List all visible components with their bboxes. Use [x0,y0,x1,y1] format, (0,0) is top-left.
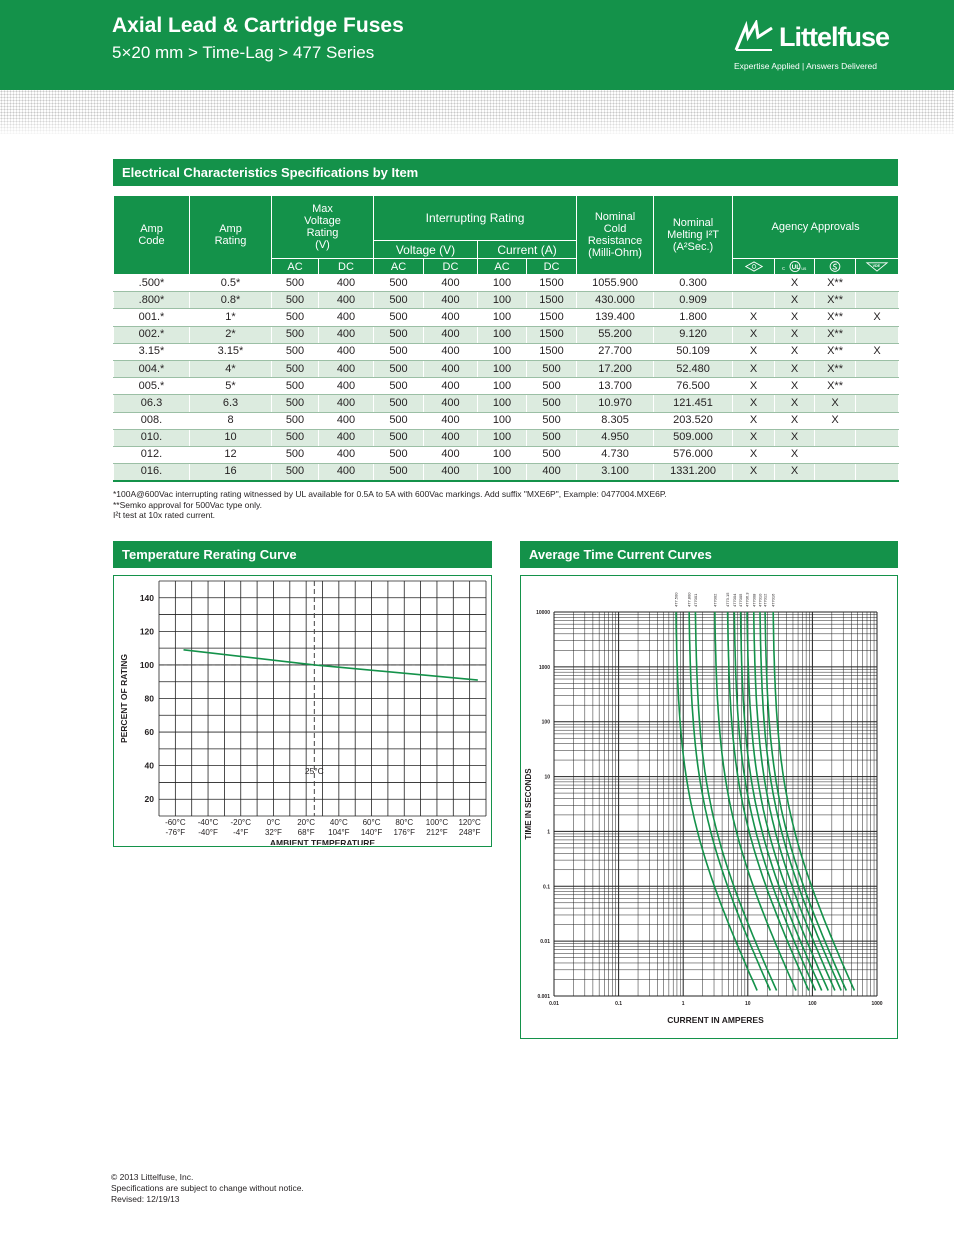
table-cell: 500 [374,464,424,481]
table-cell: 400 [319,326,374,343]
table-cell: 400 [319,412,374,429]
curve-label: 477001 [692,593,698,607]
table-cell: X** [815,360,856,377]
col-amp-code: Amp Code [114,196,190,275]
table-row [114,378,899,395]
table-row [114,360,899,377]
tcc-curve [773,612,854,991]
table-cell: X** [815,275,856,292]
table-cell: 10 [190,429,272,446]
col-dc: DC [319,259,374,275]
table-cell [856,378,899,395]
table-cell: 3.15* [114,343,190,360]
table-cell: 8 [190,412,272,429]
table-cell: 002.* [114,326,190,343]
table-cell [815,464,856,481]
breadcrumb: 5×20 mm > Time-Lag > 477 Series [112,43,375,62]
table-cell: 203.520 [654,412,733,429]
vde-icon [856,259,899,275]
y-tick-label: 1000 [538,664,550,671]
table-cell: 500 [527,412,577,429]
table-cell [856,412,899,429]
table-cell: X [733,429,775,446]
table-cell: 16 [190,464,272,481]
table-cell: 400 [319,395,374,412]
table-cell: 100 [478,464,527,481]
table-cell: 500 [272,446,319,463]
table-cell: 5* [190,378,272,395]
table-cell: 139.400 [577,309,654,326]
table-cell: X** [815,292,856,309]
x-tick-label: 10 [745,1001,751,1007]
table-cell: X [775,309,815,326]
tcc-section-title: Average Time Current Curves [520,541,898,568]
table-cell [856,464,899,481]
col-ac: AC [478,259,527,275]
table-cell: X [733,378,775,395]
table-cell: X [733,412,775,429]
table-cell [815,429,856,446]
table-cell: 400 [319,429,374,446]
table-cell: 55.200 [577,326,654,343]
table-cell: 500 [374,412,424,429]
x-tick-label: 1 [681,1001,685,1007]
table-row [114,326,899,343]
table-cell: 400 [424,360,478,377]
table-cell: 500 [374,275,424,292]
table-cell: 10.970 [577,395,654,412]
curve-label: 477002 [712,593,718,607]
x-tick-label: 80°C [395,818,414,827]
col-interrupting: Interrupting Rating [374,196,577,241]
x-tick-label: -76°F [165,828,186,837]
table-cell: X [733,395,775,412]
table-cell: 100 [478,412,527,429]
table-cell: 400 [424,343,478,360]
time-current-chart [521,576,896,1037]
table-cell: 500 [374,446,424,463]
table-cell: 500 [272,326,319,343]
col-ac: AC [374,259,424,275]
table-cell: 0.8* [190,292,272,309]
table-cell: 1055.900 [577,275,654,292]
x-tick-label: 104°F [328,828,350,837]
table-cell: 400 [424,464,478,481]
brand-tagline: Expertise Applied | Answers Delivered [734,61,878,71]
page-title: Axial Lead & Cartridge Fuses [112,14,404,37]
table-cell: 008. [114,412,190,429]
table-cell: 50.109 [654,343,733,360]
table-cell: 3.15* [190,343,272,360]
table-cell: 100 [478,326,527,343]
reference-label: 25°C [304,766,324,777]
table-cell [856,395,899,412]
table-cell: 400 [319,464,374,481]
y-tick-label: 140 [139,592,154,603]
x-tick-label: 100°C [425,818,449,827]
table-cell: 400 [319,309,374,326]
y-tick-label: 120 [139,626,154,637]
copyright: © 2013 Littelfuse, Inc. [111,1172,194,1182]
col-dc: DC [424,259,478,275]
curve-label: 477.800 [686,592,692,607]
table-row [114,464,899,481]
table-cell: 100 [478,429,527,446]
table-cell: X** [815,343,856,360]
table-cell: 1331.200 [654,464,733,481]
table-cell: 0.5* [190,275,272,292]
x-tick-label: 1000 [871,1001,883,1007]
table-cell: .800* [114,292,190,309]
spec-notes [113,489,667,521]
curve-label: 477008 [751,593,757,607]
x-tick-label: 0°C [266,818,281,827]
x-tick-label: 40°C [329,818,348,827]
table-cell [856,326,899,343]
x-tick-label: 120°C [458,818,481,827]
page-header [0,0,954,90]
col-cold-resistance: Nominal Cold Resistance (Milli-Ohm) [577,196,654,275]
table-cell: 500 [527,378,577,395]
table-cell: 1500 [527,275,577,292]
pse-diamond-icon [733,259,775,275]
table-cell: 4.950 [577,429,654,446]
table-cell: 100 [478,309,527,326]
table-cell: 400 [424,429,478,446]
x-axis-title: AMBIENT TEMPERATURE [269,838,376,845]
table-cell: 3.100 [577,464,654,481]
table-cell: 400 [319,360,374,377]
col-melting: Nominal Melting I²T (A²Sec.) [654,196,733,275]
table-cell: 52.480 [654,360,733,377]
svg-text:VDE: VDE [872,264,881,269]
table-cell [733,275,775,292]
table-cell: 1500 [527,326,577,343]
table-cell: 500 [527,360,577,377]
table-cell: 100 [478,275,527,292]
table-row [114,292,899,309]
y-tick-label: 100 [139,659,154,670]
table-cell: X** [815,326,856,343]
table-row [114,412,899,429]
table-cell: 1500 [527,343,577,360]
table-cell: 500 [374,360,424,377]
table-cell: X** [815,378,856,395]
table-cell: 1* [190,309,272,326]
table-cell: 500 [272,464,319,481]
table-row [114,275,899,292]
table-cell: 27.700 [577,343,654,360]
curve-label: 477016 [770,593,776,607]
table-cell: 400 [424,378,478,395]
col-current: Current (A) [478,241,577,259]
table-cell: 430.000 [577,292,654,309]
disclaimer: Specifications are subject to change without notice. [111,1183,304,1193]
table-cell: 13.700 [577,378,654,395]
table-cell: 500 [374,292,424,309]
table-cell: 400 [424,446,478,463]
curve-label: 477.500 [673,592,679,607]
note-1: *100A@600Vac interrupting rating witnessed by UL available for 0.5A to 5A with 600Vac markings. Add suffix "MXE6P", Example: 0477004.MXE6P. [113,489,667,499]
table-cell: 2* [190,326,272,343]
table-cell: 500 [272,412,319,429]
table-cell: X [815,395,856,412]
table-cell: 1.800 [654,309,733,326]
table-cell: 500 [527,446,577,463]
table-cell: X [733,360,775,377]
table-cell: 121.451 [654,395,733,412]
table-cell: 400 [424,275,478,292]
y-tick-label: 10 [544,774,550,781]
table-row [114,309,899,326]
y-tick-label: 100 [541,719,550,726]
curve-label: 477005 [738,593,744,607]
y-tick-label: 60 [144,727,154,738]
table-cell: 500 [272,429,319,446]
table-cell: 500 [272,378,319,395]
x-tick-label: -60°C [165,818,186,827]
table-cell: 76.500 [654,378,733,395]
table-cell [856,360,899,377]
col-dc: DC [527,259,577,275]
table-cell: X [775,360,815,377]
table-row [114,343,899,360]
table-cell: 100 [478,395,527,412]
y-tick-label: 0.1 [543,884,550,891]
table-cell: 500 [272,309,319,326]
table-cell: 100 [478,292,527,309]
table-cell: 0.300 [654,275,733,292]
x-tick-label: 0.01 [549,1001,559,1007]
page-footer [111,1172,304,1205]
curve-label: 4773.15 [725,592,731,607]
x-tick-label: 60°C [362,818,381,827]
table-cell: X [815,412,856,429]
curve-label: 477004 [731,593,737,607]
table-cell: 400 [319,378,374,395]
y-tick-label: 40 [144,760,154,771]
spec-table-body [114,275,899,481]
rerating-chart-box [113,575,492,847]
table-cell: X [733,309,775,326]
table-cell: X [775,326,815,343]
table-cell: 500 [527,429,577,446]
table-cell: X [856,309,899,326]
table-cell: 400 [424,326,478,343]
spec-table [113,195,899,482]
col-agency: Agency Approvals [733,196,899,259]
table-cell: 12 [190,446,272,463]
table-cell: X [775,292,815,309]
table-cell: 001.* [114,309,190,326]
table-cell: 500 [272,292,319,309]
table-cell: 17.200 [577,360,654,377]
table-cell: 1500 [527,292,577,309]
table-cell: 500 [374,378,424,395]
x-axis-title: CURRENT IN AMPERES [667,1015,764,1025]
table-row [114,429,899,446]
y-tick-label: 1 [547,829,550,836]
table-cell: 005.* [114,378,190,395]
table-cell: 012. [114,446,190,463]
x-tick-label: -40°F [198,828,218,837]
y-tick-label: 80 [144,693,154,704]
table-cell: 400 [319,446,374,463]
table-cell: 576.000 [654,446,733,463]
table-cell: 400 [424,292,478,309]
table-cell: 500 [272,360,319,377]
table-cell: 400 [424,309,478,326]
col-amp-rating: Amp Rating [190,196,272,275]
table-cell: 06.3 [114,395,190,412]
table-cell: 400 [424,412,478,429]
y-tick-label: 20 [144,794,154,805]
x-tick-label: 248°F [458,828,481,837]
table-cell: 400 [319,343,374,360]
curve-label: 477012 [762,593,768,607]
rerating-section-title: Temperature Rerating Curve [113,541,492,568]
x-tick-label: 20°C [297,818,316,827]
table-cell: 100 [478,446,527,463]
table-cell: 100 [478,360,527,377]
table-cell: 100 [478,378,527,395]
table-cell: X [775,429,815,446]
x-tick-label: 176°F [393,828,415,837]
table-cell: 1500 [527,309,577,326]
table-cell: 500 [374,326,424,343]
tcc-curve [765,612,846,991]
table-cell: .500* [114,275,190,292]
note-3: I²t test at 10x rated current. [113,510,216,520]
table-cell: X [856,343,899,360]
table-cell: 500 [374,309,424,326]
table-cell: 400 [527,464,577,481]
svg-text:us: us [800,266,806,272]
table-cell [856,292,899,309]
x-tick-label: 100 [808,1001,817,1007]
table-cell [856,446,899,463]
table-cell: 100 [478,343,527,360]
table-cell: X [775,446,815,463]
y-tick-label: 0.01 [540,939,550,946]
table-cell: 8.305 [577,412,654,429]
table-row [114,395,899,412]
table-cell: 500 [374,429,424,446]
y-tick-label: 0.001 [537,994,550,1000]
table-cell: 500 [272,395,319,412]
table-cell: X [733,343,775,360]
x-tick-label: -40°C [197,818,219,827]
revision-date: Revised: 12/19/13 [111,1194,180,1204]
x-tick-label: 32°F [264,828,282,837]
table-cell: 500 [374,343,424,360]
table-cell: 500 [527,395,577,412]
table-cell [856,275,899,292]
col-max-voltage: Max Voltage Rating (V) [272,196,374,259]
table-cell: X [775,395,815,412]
table-cell: X [775,378,815,395]
col-ac: AC [272,259,319,275]
table-cell: 9.120 [654,326,733,343]
brand-name: Littelfuse [779,22,890,52]
table-cell: X** [815,309,856,326]
littelfuse-logo-icon [734,20,774,53]
y-tick-label: 10000 [536,610,550,616]
table-cell: 004.* [114,360,190,377]
table-cell: X [733,326,775,343]
table-cell: X [775,412,815,429]
curve-label: 477010 [757,593,763,607]
table-cell: 400 [319,275,374,292]
table-cell [733,292,775,309]
table-cell: X [775,343,815,360]
note-2: **Semko approval for 500Vac type only. [113,499,262,510]
y-axis-title: PERCENT OF RATING [119,653,129,744]
table-cell [815,446,856,463]
x-tick-label: -20°C [230,818,252,827]
table-cell [856,429,899,446]
table-cell: 500 [374,395,424,412]
table-cell: 400 [424,395,478,412]
x-tick-label: 68°F [297,828,315,837]
table-cell: 016. [114,464,190,481]
tcc-chart-box [520,575,898,1039]
table-cell: 4.730 [577,446,654,463]
x-tick-label: 0.1 [615,1001,623,1007]
col-voltage: Voltage (V) [374,241,478,259]
table-cell: X [775,275,815,292]
y-axis-title: TIME IN SECONDS [524,768,533,840]
table-cell: X [733,464,775,481]
table-cell: X [775,464,815,481]
semko-icon [815,259,856,275]
table-cell: 4* [190,360,272,377]
table-cell: 6.3 [190,395,272,412]
x-tick-label: 140°F [360,828,383,837]
svg-text:c: c [781,266,785,273]
cul-us-icon [775,259,815,275]
curve-label: 47706.3 [744,592,750,607]
table-cell: 0.909 [654,292,733,309]
table-cell: 509.000 [654,429,733,446]
table-cell: 500 [272,275,319,292]
x-tick-label: -4°F [233,828,249,837]
table-cell: 010. [114,429,190,446]
table-cell: 500 [272,343,319,360]
table-cell: X [733,446,775,463]
spec-section-title: Electrical Characteristics Specifications by Item [113,159,898,186]
x-tick-label: 212°F [426,828,448,837]
temperature-rerating-chart [114,576,490,845]
svg-text:UL: UL [791,263,800,271]
table-cell: 400 [319,292,374,309]
table-row [114,446,899,463]
